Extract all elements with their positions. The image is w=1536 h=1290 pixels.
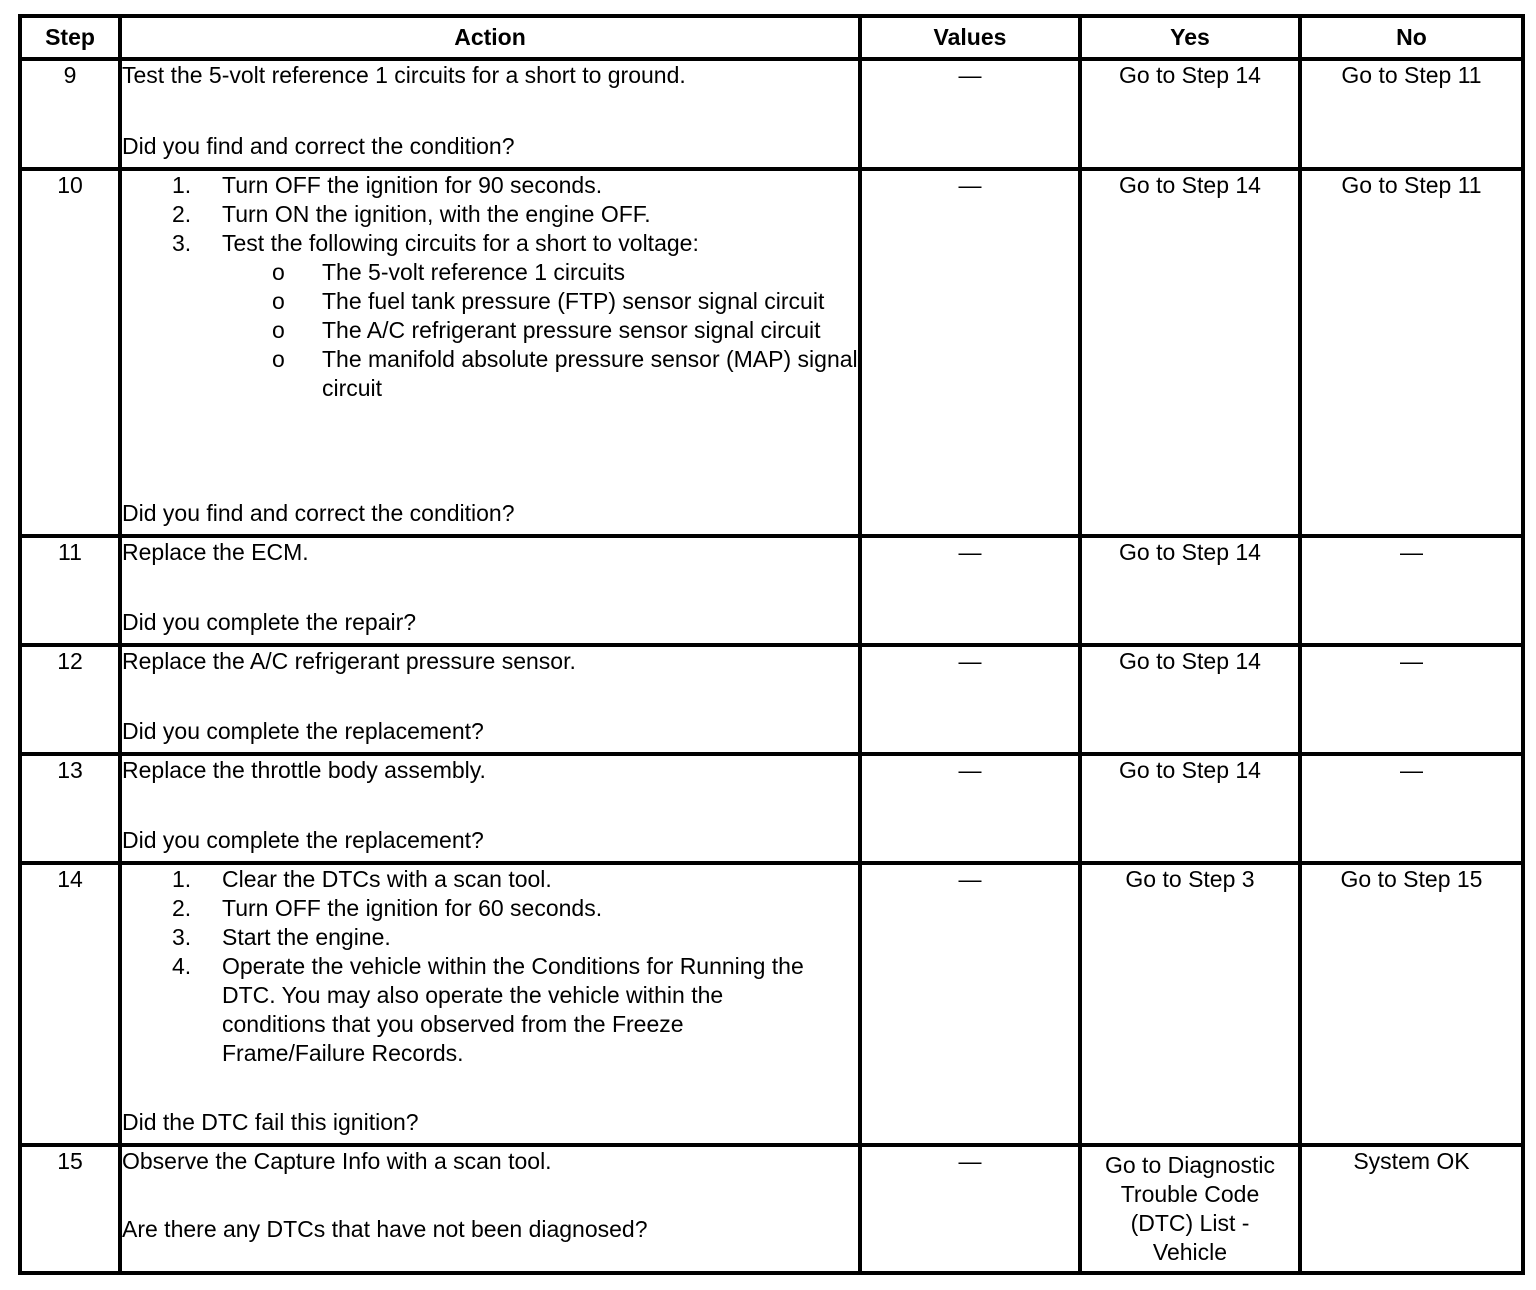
yes-cell: Go to Step 14 [1080, 536, 1300, 645]
header-row [20, 16, 1523, 59]
values-cell: — [860, 59, 1080, 169]
values-cell: — [860, 863, 1080, 1145]
list-item: o The A/C refrigerant pressure sensor signal circuit [272, 317, 821, 343]
action-question: Did you complete the replacement? [122, 718, 484, 744]
action-cell [120, 59, 860, 169]
table-row [20, 754, 1523, 863]
values-cell: — [860, 536, 1080, 645]
values-cell: — [860, 645, 1080, 754]
action-question: Did you complete the repair? [122, 609, 417, 635]
yes-cell: Go to Diagnostic Trouble Code (DTC) List - Vehicle [1080, 1145, 1300, 1273]
table-row [20, 863, 1523, 1145]
list-item: 2. Turn OFF the ignition for 60 seconds. [172, 895, 603, 921]
action-substeps [122, 258, 858, 403]
no-cell: System OK [1300, 1145, 1523, 1273]
no-cell: Go to Step 11 [1300, 59, 1523, 169]
table-row [20, 645, 1523, 754]
action-text: Observe the Capture Info with a scan tool. [122, 1148, 552, 1174]
step-number: 9 [20, 59, 120, 169]
list-item: 2. Turn ON the ignition, with the engine OFF. [172, 201, 651, 227]
list-item: 3. Test the following circuits for a short to voltage: o The 5-volt reference 1 circuits o The fuel tank pressure (FTP) sensor signal circuit o The A/C refrigerant pressure sensor signal circuit o The manifold absolute pressure sensor (MAP) signal circuit [122, 229, 858, 403]
no-cell: — [1300, 536, 1523, 645]
list-item: o The fuel tank pressure (FTP) sensor signal circuit [272, 288, 825, 314]
no-cell: Go to Step 15 [1300, 863, 1523, 1145]
step-number: 11 [20, 536, 120, 645]
yes-cell: Go to Step 3 [1080, 863, 1300, 1145]
no-cell: — [1300, 645, 1523, 754]
action-question: Did you find and correct the condition? [122, 500, 515, 526]
action-text: Replace the throttle body assembly. [122, 757, 486, 783]
action-question: Did you find and correct the condition? [122, 133, 515, 159]
table-row [20, 1145, 1523, 1273]
yes-cell: Go to Step 14 [1080, 645, 1300, 754]
action-steps [122, 865, 858, 1068]
header-values: Values [860, 16, 1080, 59]
header-no: No [1300, 16, 1523, 59]
diagnostic-table [18, 14, 1525, 1275]
step-number: 10 [20, 169, 120, 536]
list-item: 3. Start the engine. [172, 924, 391, 950]
action-cell [120, 1145, 860, 1273]
list-item: 4. Operate the vehicle within the Conditions for Running the DTC. You may also operate the vehicle within the conditions that you observed from the Freeze Frame/Failure Records. [172, 953, 804, 1066]
action-steps [122, 171, 858, 403]
header-action: Action [120, 16, 860, 59]
table-row [20, 59, 1523, 169]
action-question: Did you complete the replacement? [122, 827, 484, 853]
list-item: 1. Turn OFF the ignition for 90 seconds. [172, 172, 603, 198]
action-cell [120, 754, 860, 863]
step-number: 14 [20, 863, 120, 1145]
action-cell [120, 863, 860, 1145]
yes-cell: Go to Step 14 [1080, 169, 1300, 536]
no-cell: — [1300, 754, 1523, 863]
header-yes: Yes [1080, 16, 1300, 59]
table-row [20, 536, 1523, 645]
values-cell: — [860, 1145, 1080, 1273]
action-question: Are there any DTCs that have not been diagnosed? [122, 1216, 648, 1242]
action-text: Test the 5-volt reference 1 circuits for a short to ground. [122, 62, 686, 88]
list-item: 1. Clear the DTCs with a scan tool. [172, 866, 552, 892]
step-number: 12 [20, 645, 120, 754]
values-cell: — [860, 754, 1080, 863]
yes-cell: Go to Step 14 [1080, 754, 1300, 863]
values-cell: — [860, 169, 1080, 536]
step-number: 15 [20, 1145, 120, 1273]
no-cell: Go to Step 11 [1300, 169, 1523, 536]
action-text: Replace the ECM. [122, 539, 309, 565]
action-question: Did the DTC fail this ignition? [122, 1109, 419, 1135]
action-cell [120, 169, 860, 536]
action-cell [120, 645, 860, 754]
list-item: o The manifold absolute pressure sensor (MAP) signal circuit [272, 346, 858, 401]
step-number: 13 [20, 754, 120, 863]
yes-cell: Go to Step 14 [1080, 59, 1300, 169]
header-step: Step [20, 16, 120, 59]
action-text: Replace the A/C refrigerant pressure sensor. [122, 648, 576, 674]
table-row [20, 169, 1523, 536]
list-item: o The 5-volt reference 1 circuits [272, 259, 625, 285]
action-cell [120, 536, 860, 645]
